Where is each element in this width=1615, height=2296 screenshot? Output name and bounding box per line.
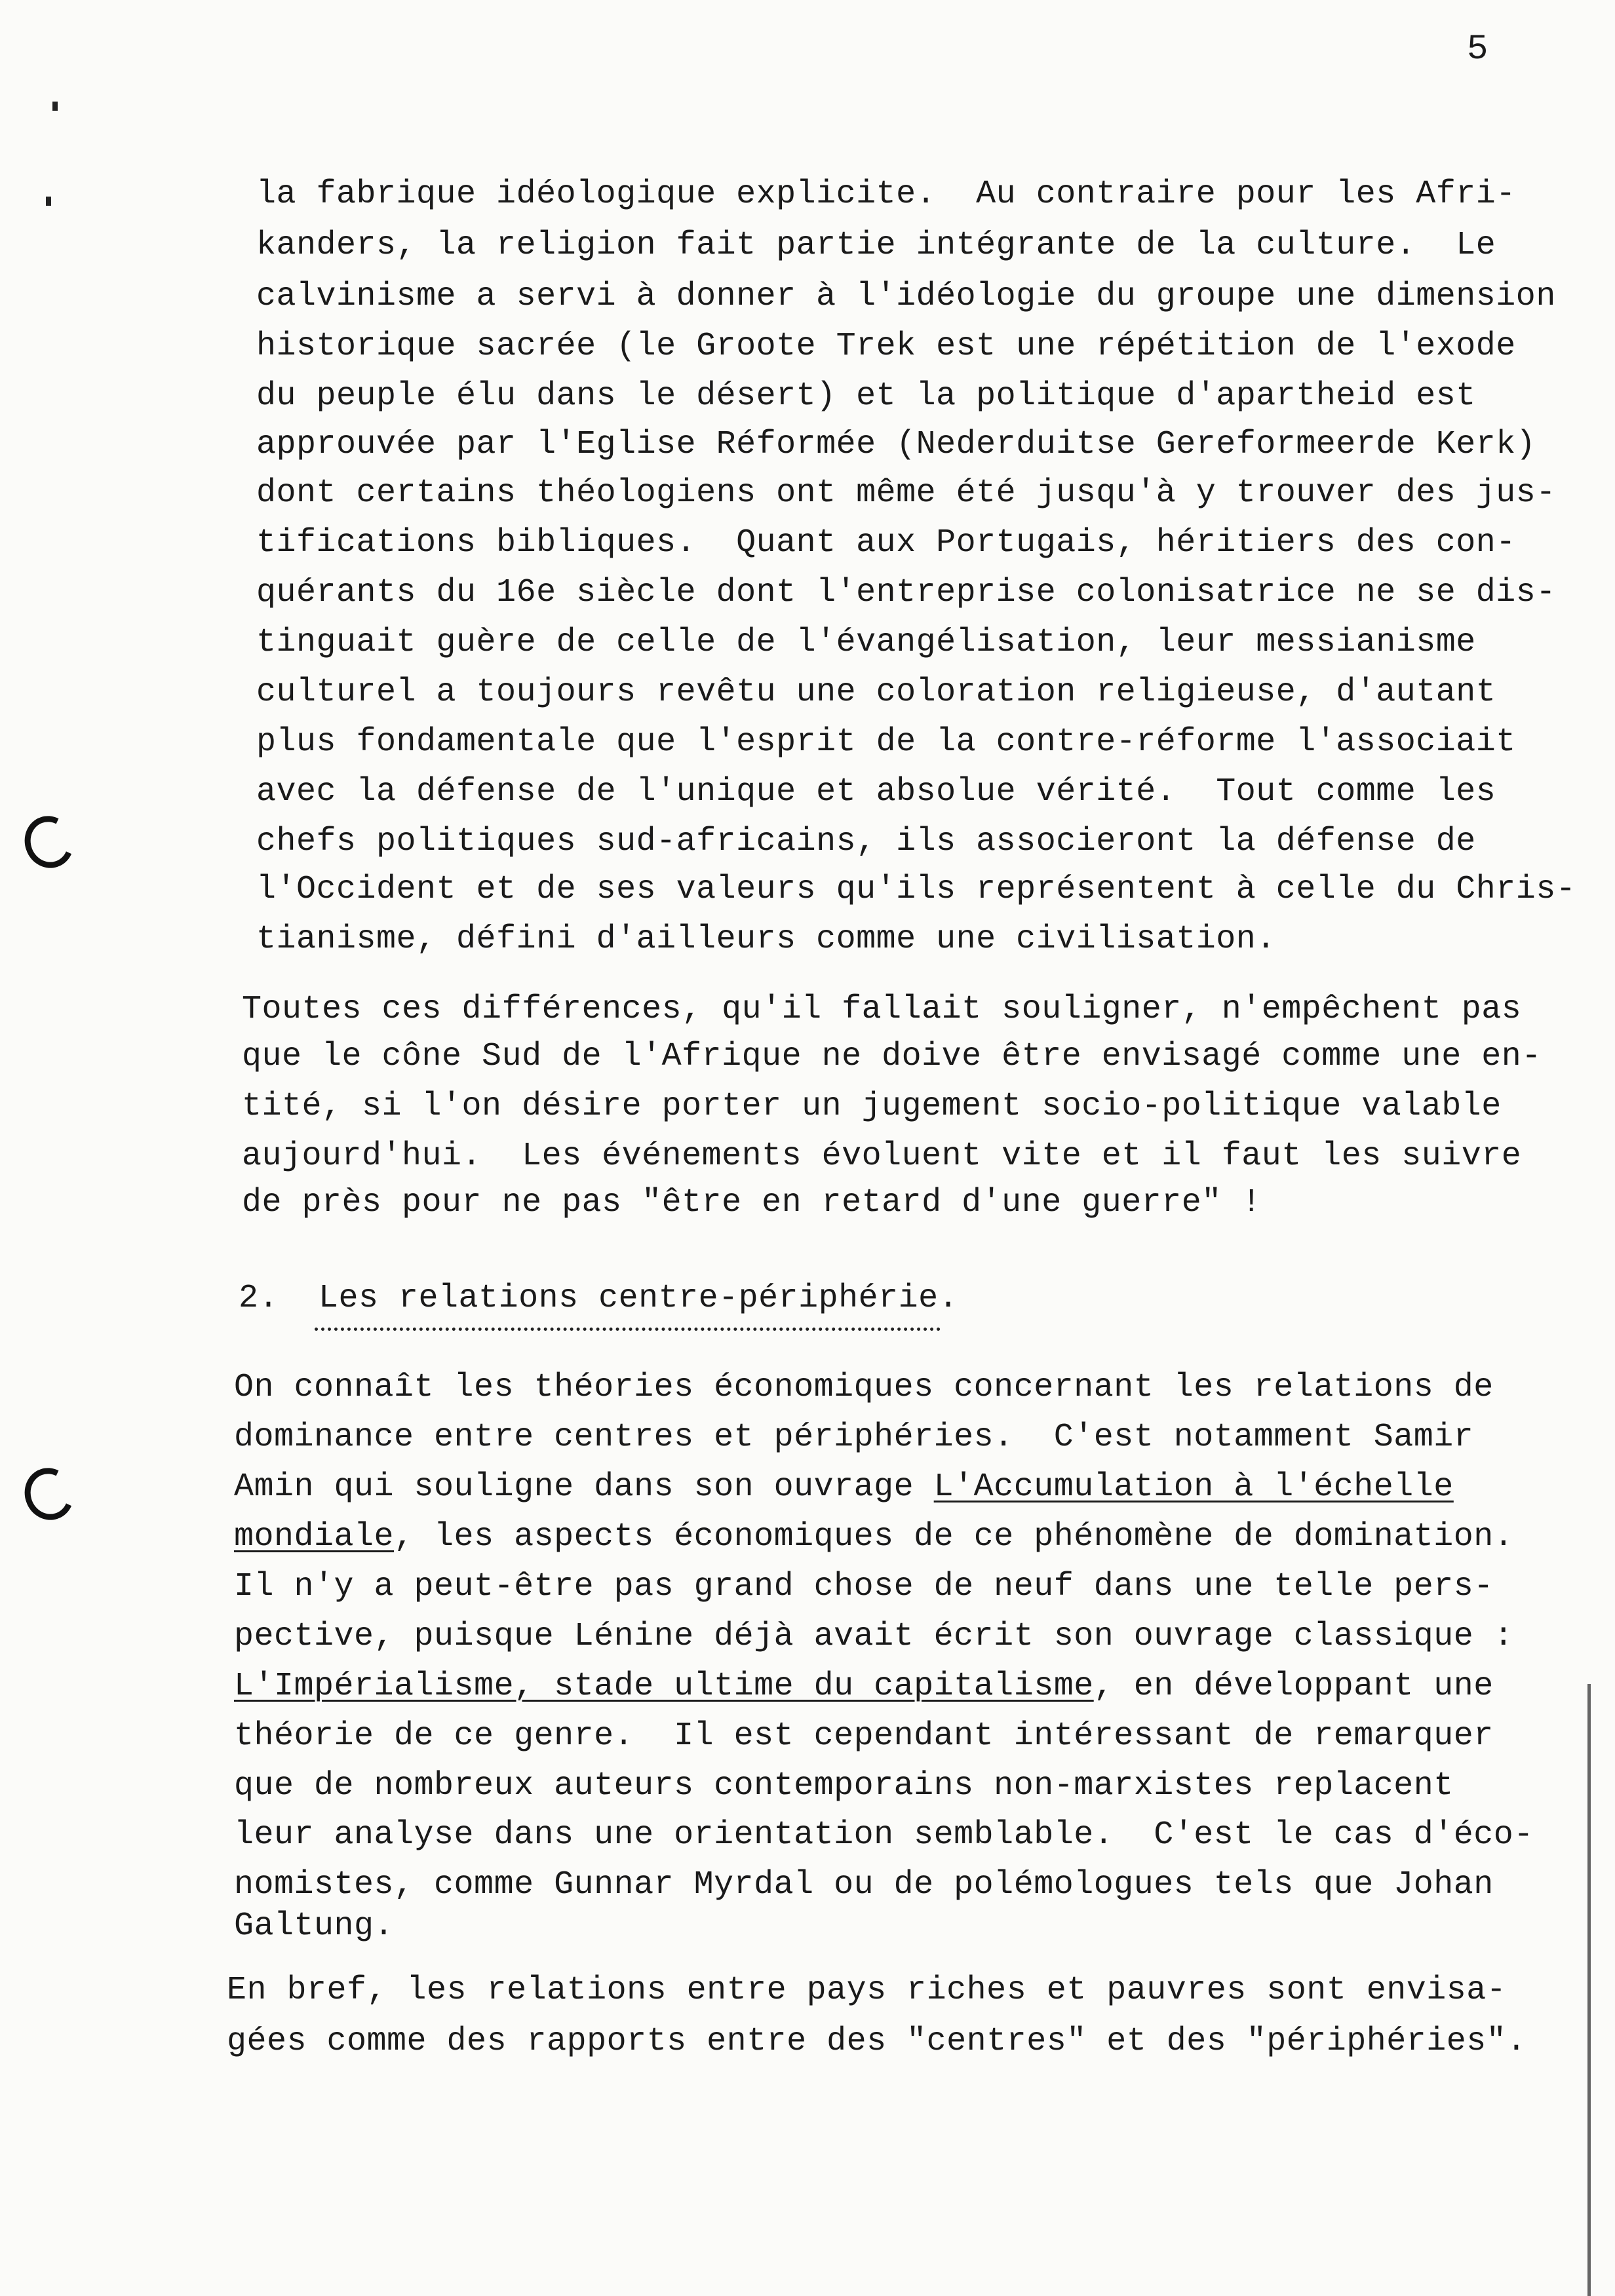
text-line [234, 1468, 1454, 1507]
text-segment: , les aspects économiques de ce phénomène de domination. [394, 1518, 1514, 1556]
text-segment: En bref, les relations entre pays riches et pauvres sont envisa- [227, 1972, 1507, 2009]
text-line [242, 1183, 1262, 1223]
text-line [242, 990, 1521, 1029]
text-segment: Il n'y a peut-être pas grand chose de neuf dans une telle pers- [234, 1568, 1494, 1605]
text-segment: nomistes, comme Gunnar Myrdal ou de polémologues tels que Johan [234, 1866, 1494, 1904]
text-line [256, 524, 1516, 563]
book-title: mondiale [234, 1518, 395, 1556]
text-line [234, 1667, 1494, 1706]
text-line [256, 673, 1496, 712]
text-line [256, 920, 1276, 959]
text-segment: l'Occident et de ses valeurs qu'ils représentent à celle du Chris- [256, 871, 1576, 908]
text-segment: plus fondamentale que l'esprit de la contre-réforme l'associait [256, 723, 1516, 761]
text-line [227, 2022, 1527, 2061]
text-line [256, 573, 1556, 613]
text-segment: aujourd'hui. Les événements évoluent vite et il faut les suivre [242, 1138, 1522, 1175]
text-segment: On connaît les théories économiques concernant les relations de [234, 1369, 1494, 1406]
text-line [234, 1617, 1513, 1656]
text-segment: Galtung. [234, 1907, 395, 1945]
text-segment: quérants du 16e siècle dont l'entreprise colonisatrice ne se dis- [256, 574, 1556, 611]
text-segment: , en développant une [1093, 1668, 1494, 1705]
text-segment: tianisme, défini d'ailleurs comme une civilisation. [256, 921, 1276, 958]
text-segment: 2. Les relations centre-périphérie. [239, 1280, 959, 1317]
text-segment: Toutes ces différences, qu'il fallait souligner, n'empêchent pas [242, 991, 1522, 1028]
text-line [256, 822, 1476, 862]
section-heading [239, 1279, 958, 1318]
text-line [256, 277, 1556, 316]
book-title: L'Impérialisme, stade ultime du capitalisme [234, 1668, 1094, 1705]
text-segment: chefs politiques sud-africains, ils associeront la défense de [256, 823, 1476, 860]
scan-mark [52, 102, 58, 111]
text-line [234, 1518, 1513, 1557]
page-edge [1587, 1684, 1591, 2296]
text-segment: leur analyse dans une orientation semblable. C'est le cas d'éco- [234, 1816, 1534, 1854]
text-line [242, 1087, 1502, 1126]
text-segment: approuvée par l'Eglise Réformée (Nederduitse Gereformeerde Kerk) [256, 426, 1536, 463]
text-segment: de près pour ne pas "être en retard d'une guerre" ! [242, 1184, 1262, 1221]
heading-underline [315, 1328, 941, 1331]
text-line [242, 1137, 1521, 1176]
book-title: L'Accumulation à l'échelle [933, 1468, 1454, 1506]
text-segment: tifications bibliques. Quant aux Portugais, héritiers des con- [256, 524, 1516, 562]
text-line [234, 1368, 1494, 1407]
text-segment: tité, si l'on désire porter un jugement socio-politique valable [242, 1088, 1502, 1125]
text-segment: avec la défense de l'unique et absolue vérité. Tout comme les [256, 773, 1496, 811]
text-line [234, 1767, 1454, 1806]
text-line [234, 1907, 394, 1946]
text-line [256, 723, 1516, 762]
text-segment: théorie de ce genre. Il est cependant intéressant de remarquer [234, 1717, 1494, 1755]
text-segment: calvinisme a servi à donner à l'idéologie du groupe une dimension [256, 278, 1556, 315]
text-segment: Amin qui souligne dans son ouvrage [234, 1468, 934, 1506]
page-number: 5 [1467, 29, 1489, 69]
text-line [256, 226, 1496, 265]
text-line [256, 474, 1556, 513]
text-line [234, 1418, 1473, 1457]
text-line [256, 377, 1476, 416]
text-line [256, 870, 1576, 909]
text-line [242, 1037, 1542, 1077]
text-segment: dont certains théologiens ont même été jusqu'à y trouver des jus- [256, 474, 1556, 512]
text-line [256, 175, 1516, 214]
text-line [256, 623, 1476, 662]
text-line [256, 425, 1536, 465]
text-segment: tinguait guère de celle de l'évangélisation, leur messianisme [256, 624, 1476, 661]
text-segment: dominance entre centres et périphéries. C'est notamment Samir [234, 1419, 1474, 1456]
text-line [234, 1816, 1534, 1855]
text-segment: la fabrique idéologique explicite. Au contraire pour les Afri- [256, 176, 1516, 213]
text-segment: que de nombreux auteurs contemporains non-marxistes replacent [234, 1767, 1454, 1805]
text-line [234, 1567, 1494, 1607]
text-line [256, 327, 1516, 366]
text-segment: historique sacrée (le Groote Trek est une répétition de l'exode [256, 328, 1516, 365]
text-segment: que le cône Sud de l'Afrique ne doive être envisagé comme une en- [242, 1038, 1542, 1075]
text-segment: gées comme des rapports entre des "centres" et des "périphéries". [227, 2023, 1527, 2060]
text-line [227, 1971, 1506, 2010]
text-segment: pective, puisque Lénine déjà avait écrit son ouvrage classique : [234, 1618, 1514, 1655]
scan-mark [46, 197, 51, 206]
text-line [234, 1866, 1494, 1905]
punch-hole-icon [18, 1461, 81, 1527]
text-segment: kanders, la religion fait partie intégrante de la culture. Le [256, 227, 1496, 264]
punch-hole-icon [18, 809, 81, 875]
text-line [234, 1717, 1494, 1756]
text-segment: du peuple élu dans le désert) et la politique d'apartheid est [256, 377, 1476, 415]
text-line [256, 773, 1496, 812]
text-segment: culturel a toujours revêtu une coloration religieuse, d'autant [256, 674, 1496, 711]
